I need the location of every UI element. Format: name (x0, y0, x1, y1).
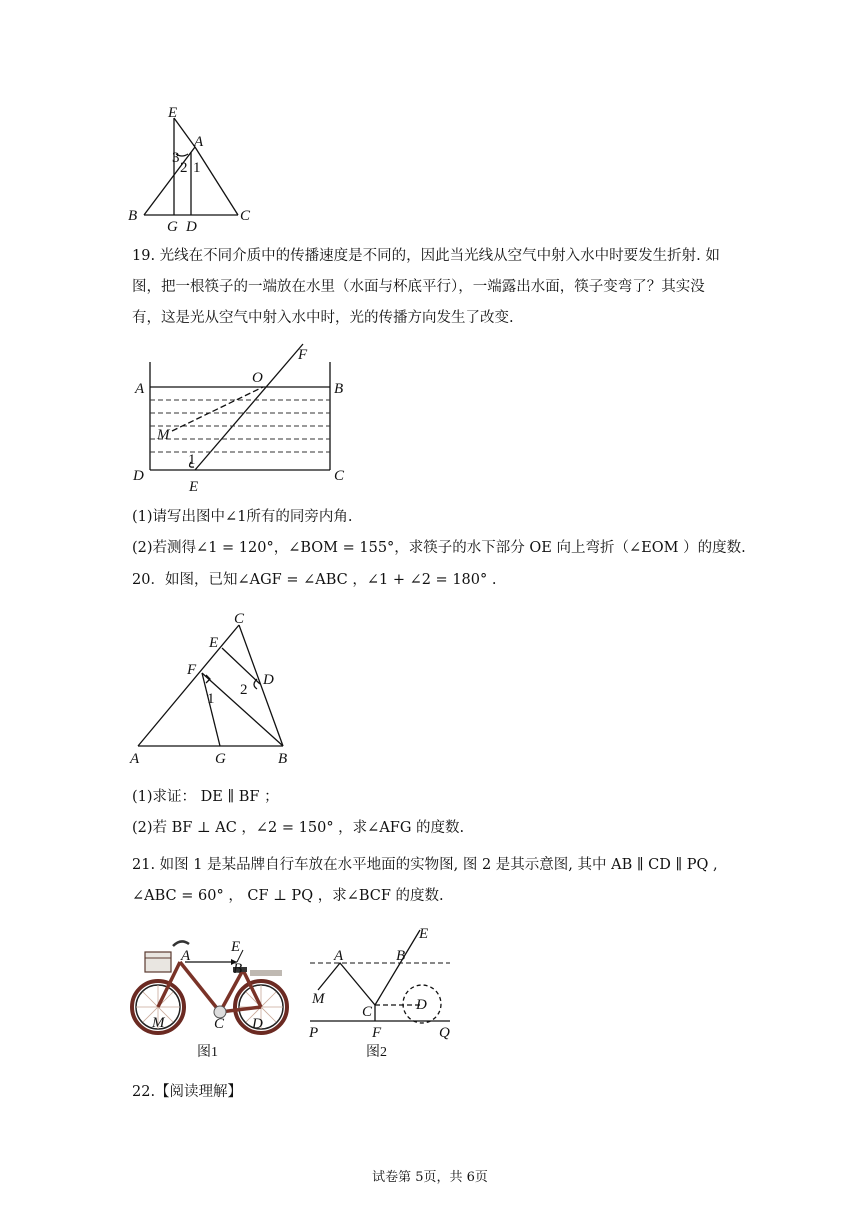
label-E: E (209, 635, 219, 651)
label-A: A (194, 134, 204, 150)
label-D: D (186, 219, 197, 235)
label-Q: Q (439, 1025, 450, 1041)
label-E: E (419, 926, 429, 942)
label-B: B (128, 208, 138, 224)
label-G: G (167, 219, 178, 235)
q19-line2: 图，把一根筷子的一端放在水里（水面与杯底平行），一端露出水面，筷子变弯了？其实没 (132, 279, 705, 295)
figure-q18 (120, 100, 270, 235)
label-A: A (181, 948, 191, 964)
label-E: E (168, 105, 178, 121)
label-B: B (233, 961, 243, 977)
q20-sub2: (2)若 BF ⊥ AC ，∠2 = 150° ，求∠AFG 的度数. (132, 820, 465, 836)
angle-2: 2 (240, 682, 248, 698)
angle-1: 1 (188, 452, 196, 468)
label-A: A (135, 381, 145, 397)
q19-sub2: (2)若测得∠1 = 120°，∠BOM = 155°，求筷子的水下部分 OE 向上弯折（∠EOM ）的度数. (132, 540, 746, 556)
label-C: C (334, 468, 345, 484)
figure-q21-diagram (300, 920, 460, 1065)
q19-sub1: (1)请写出图中∠1所有的同旁内角. (132, 509, 353, 525)
label-F: F (298, 347, 308, 363)
label-D: D (416, 997, 427, 1013)
figure-q21-bicycle (125, 930, 300, 1065)
page-footer: 试卷第 5页，共 6页 (372, 1170, 488, 1185)
q21-line1: 21. 如图 1 是某品牌自行车放在水平地面的实物图, 图 2 是其示意图, 其中 AB ∥ CD ∥ PQ , (132, 857, 718, 873)
label-D: D (133, 468, 144, 484)
label-M: M (312, 991, 325, 1007)
label-A: A (130, 751, 140, 767)
q22-title: 22.【阅读理解】 (132, 1084, 243, 1100)
label-E: E (189, 479, 199, 495)
q20-line1: 20．如图，已知∠AGF = ∠ABC ，∠1 + ∠2 = 180° . (132, 572, 497, 588)
caption-fig2: 图2 (366, 1045, 387, 1060)
caption-fig1: 图1 (197, 1045, 218, 1060)
label-C: C (214, 1016, 225, 1032)
angle-2: 2 (180, 160, 188, 176)
label-B: B (334, 381, 344, 397)
q19-line3: 有，这是光从空气中射入水中时，光的传播方向发生了改变. (132, 310, 514, 326)
angle-1: 1 (207, 691, 215, 707)
label-D: D (263, 672, 274, 688)
label-A: A (334, 948, 344, 964)
figure-q19 (125, 340, 365, 495)
angle-3: 3 (172, 150, 180, 166)
label-G: G (215, 751, 226, 767)
label-C: C (234, 611, 245, 627)
q20-sub1: (1)求证： DE ∥ BF ； (132, 789, 279, 805)
label-C: C (240, 208, 251, 224)
label-D: D (252, 1016, 263, 1032)
label-B: B (396, 948, 406, 964)
label-F: F (187, 662, 197, 678)
label-C: C (362, 1004, 373, 1020)
label-B: B (278, 751, 288, 767)
figure-q20 (120, 605, 310, 770)
q19-line1: 19. 光线在不同介质中的传播速度是不同的，因此当光线从空气中射入水中时要发生折射. 如 (132, 248, 720, 264)
label-M: M (157, 427, 170, 443)
label-F: F (372, 1025, 382, 1041)
label-E: E (231, 939, 241, 955)
angle-1: 1 (193, 160, 201, 176)
label-M: M (152, 1015, 165, 1031)
label-P: P (309, 1025, 319, 1041)
q21-line2: ∠ABC = 60° ， CF ⊥ PQ ，求∠BCF 的度数. (132, 888, 444, 904)
label-O: O (252, 370, 263, 386)
